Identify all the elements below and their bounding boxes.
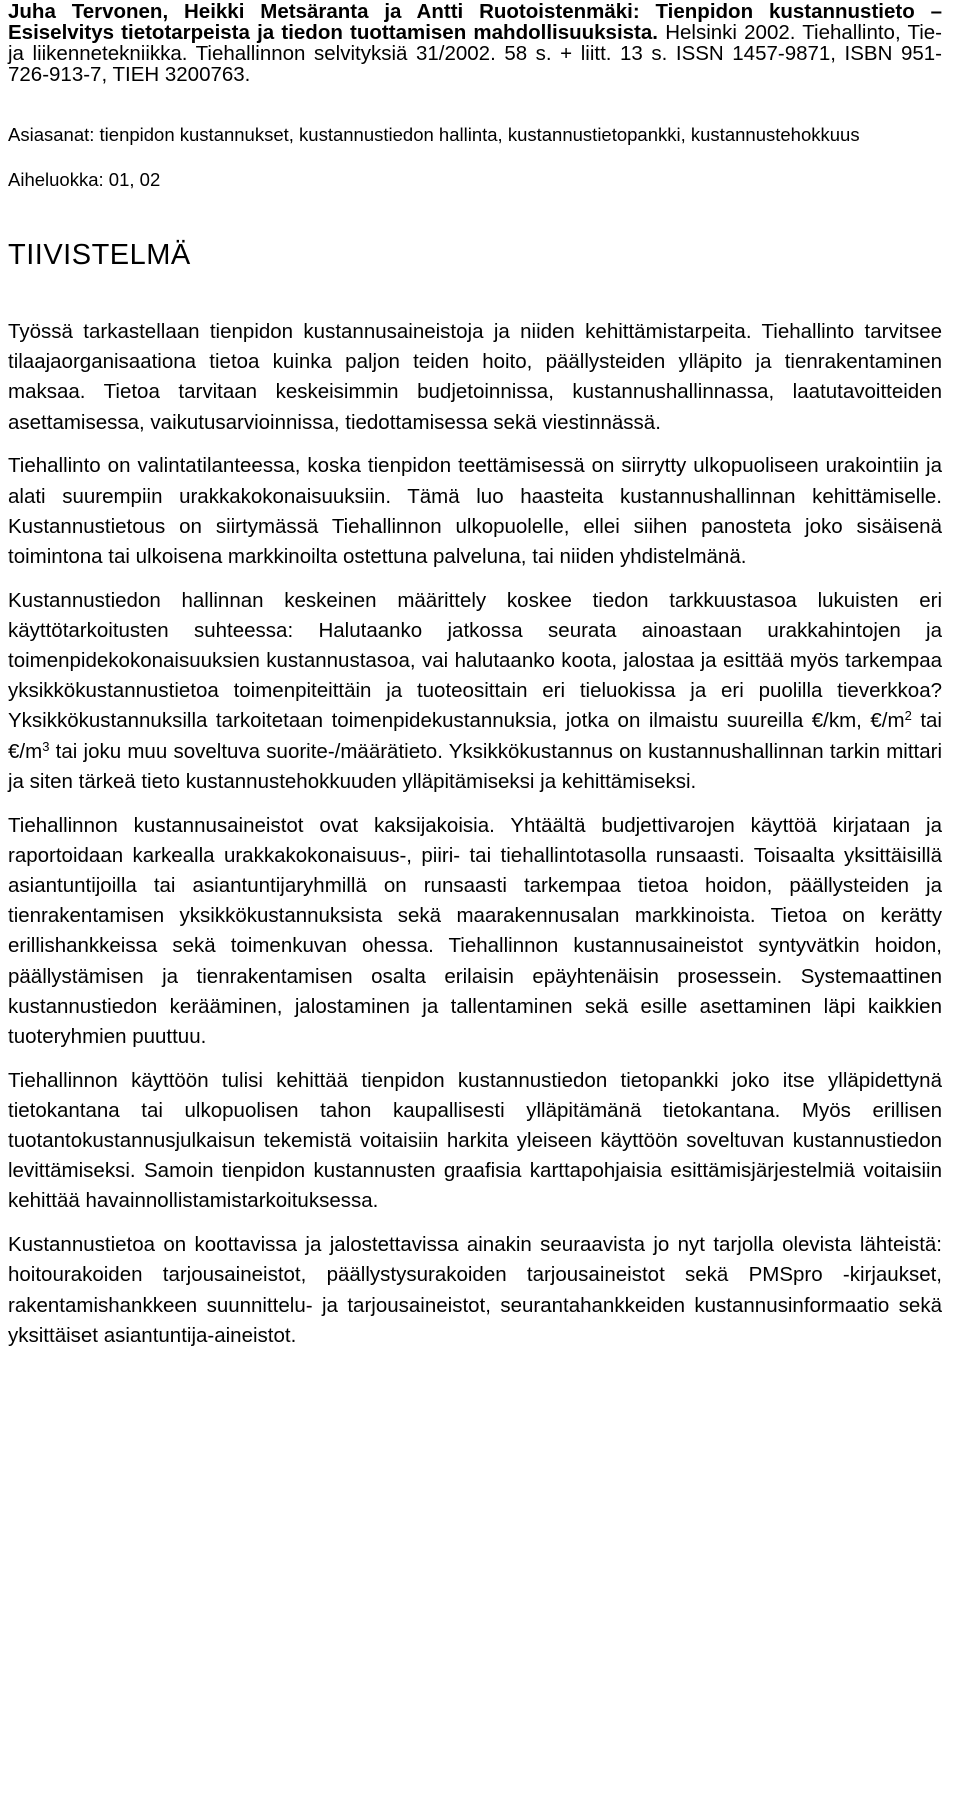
abstract-body: [8, 317, 942, 1351]
keywords-line: [8, 121, 942, 148]
citation-details: Helsinki 2002. Tiehallinto, Tie- ja liikennetekniikka. Tiehallinnon selvityksiä 31/2002. 58 s. + liitt. 13 s. ISSN 1457-9871, ISBN 951-726-913-7, TIEH 3200763.: [8, 21, 943, 86]
abstract-heading: TIIVISTELMÄ: [8, 239, 191, 271]
keywords-value: : tienpidon kustannukset, kustannustiedon hallinta, kustannustietopankki, kustannustehokkuus: [89, 124, 860, 145]
category-value: : 01, 02: [98, 169, 161, 190]
category-label: Aiheluokka: [8, 169, 99, 190]
paragraph-3-part-c: tai joku muu soveltuva suorite-/määrätieto. Yksikkökustannus on kustannushallinnan tarkin mittari ja siten tärkeä tieto kustannustehokkuuden ylläpitämiseksi ja kehittämiseksi.: [8, 739, 942, 793]
superscript-2: 2: [904, 708, 912, 724]
paragraph-4: Tiehallinnon kustannusaineistot ovat kaksijakoisia. Yhtäältä budjettivarojen käyttöä kirjataan ja raportoidaan karkealla urakkakokonaisuus-, piiri- tai tiehallintotasolla runsaasti. Toisaalta yksittäisillä asiantuntijoilla tai asiantuntijaryhmillä on runsaasti tarkempaa tietoa hoidon, päällysteiden ja tienrakentamisen yksikkökustannuksista sekä maarakennusalan markkinoista. Tietoa on kerätty erillishankkeissa sekä toimenkuvan ohessa. Tiehallinnon kustannusaineistot syntyvätkin hoidon, päällystämisen ja tienrakentamisen osalta erilaisin epäyhtenäisin prosessein. Systemaattinen kustannustiedon kerääminen, jalostaminen ja tallentaminen sekä esille asettaminen läpi kaikkien tuoteryhmien puuttuu.: [8, 813, 942, 1048]
citation-title: Tienpidon kustannustieto – Esiselvitys tietotarpeista ja tiedon tuottamisen mahdollisuuksista.: [8, 0, 942, 44]
paragraph-3-part-b: tai €/m: [8, 709, 942, 763]
superscript-3: 3: [42, 738, 50, 754]
paragraph-2: Tiehallinto on valintatilanteessa, koska tienpidon teettämisessä on siirrytty ulkopuoliseen urakointiin ja alati suurempiin urakkakokonaisuuksiin. Tämä luo haasteita kustannushallinnan kehittämiselle. Kustannustietous on siirtymässä Tiehallinnon ulkopuolelle, ellei siihen panosteta joko sisäisenä toimintona tai ulkoisena markkinoilta ostettuna palveluna, tai niiden yhdistelmänä.: [8, 454, 942, 568]
paragraph-5: Tiehallinnon käyttöön tulisi kehittää tienpidon kustannustiedon tietopankki joko itse ylläpidettynä tietokantana tai ulkopuolisen tahon kaupallisesti ylläpitämänä tietokantana. Myös erillisen tuotantokustannusjulkaisun tekemistä voitaisiin harkita yleiseen käyttöön soveltuvan kustannustiedon levittämiseksi. Samoin tienpidon kustannusten graafisia karttapohjaisia esittämisjärjestelmiä voitaisiin kehittää havainnollistamistarkoituksessa.: [8, 1068, 942, 1213]
category-line: [8, 166, 942, 193]
paragraph-1: Työssä tarkastellaan tienpidon kustannusaineistoja ja niiden kehittämistarpeita. Tiehallinto tarvitsee tilaajaorganisaationa tietoa kuinka paljon teiden hoito, päällysteiden ylläpito ja tienrakentaminen maksaa. Tietoa tarvitaan keskeisimmin budjetoinnissa, kustannushallinnassa, laatutavoitteiden asettamisessa, vaikutusarvioinnissa, tiedottamisessa sekä viestinnässä.: [8, 320, 942, 434]
citation-authors: Juha Tervonen, Heikki Metsäranta ja Antti Ruotoistenmäki:: [8, 0, 640, 23]
citation-block: [8, 1, 942, 85]
paragraph-3-part-a: Kustannustiedon hallinnan keskeinen määrittely koskee tiedon tarkkuustasoa lukuisten eri käyttötarkoitusten suhteessa: Halutaanko jatkossa seurata ainoastaan urakkahintojen ja toimenpidekokonaisuuksien kustannustasoa, vai halutaanko koota, jalostaa ja esittää myös tarkempaa yksikkökustannustietoa toimenpiteittäin ja tuoteosittain eri tieluokissa ja eri puolilla tieverkkoa? Yksikkökustannuksilla tarkoitetaan toimenpidekustannuksia, jotka on ilmaistu suureilla €/km, €/m: [8, 588, 942, 733]
paragraph-3: [8, 586, 942, 797]
document-page: [8, 0, 942, 1365]
paragraph-6: Kustannustietoa on koottavissa ja jalostettavissa ainakin seuraavista jo nyt tarjolla olevista lähteistä: hoitourakoiden tarjousaineistot, päällystysurakoiden tarjousaineistot sekä PMSpro -kirjaukset, rakentamishankkeen suunnittelu- ja tarjousaineistot, seurantahankkeiden kustannusinformaatio sekä yksittäiset asiantuntija-aineistot.: [8, 1233, 942, 1347]
keywords-label: Asiasanat: [8, 124, 90, 145]
